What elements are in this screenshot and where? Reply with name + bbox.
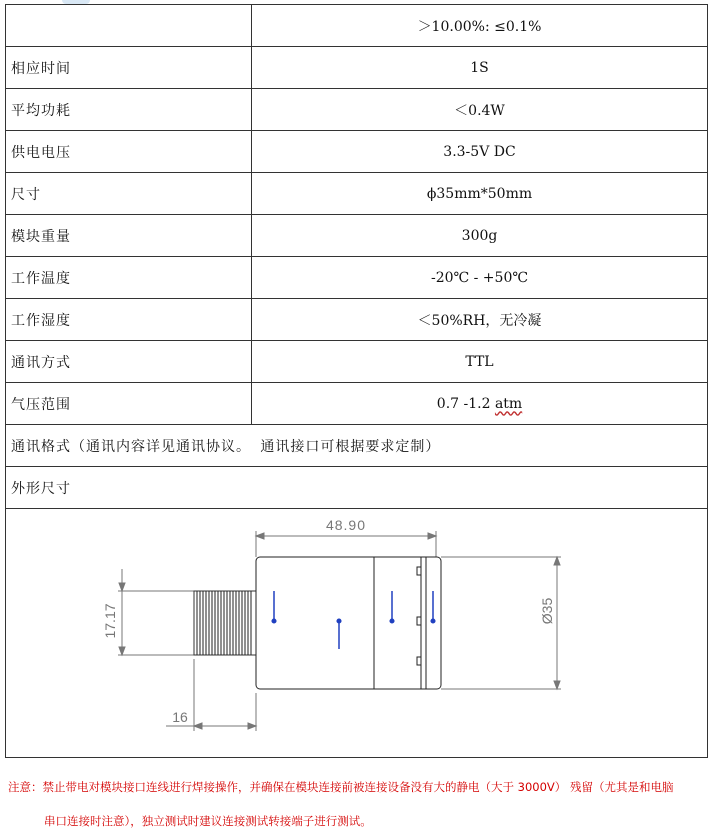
arrow-head: [119, 647, 125, 655]
row-value: ＞10.00%: ≤0.1%: [252, 5, 708, 47]
dimensions-title: 外形尺寸: [6, 467, 708, 509]
arrow-head: [119, 583, 125, 591]
row-label: 相应时间: [6, 47, 252, 89]
marker-dot: [390, 619, 394, 623]
marker-dot: [337, 619, 341, 623]
row-value: 1S: [252, 47, 708, 89]
row-value: [252, 383, 708, 425]
table-row: [6, 5, 708, 47]
height-label: 17.17: [102, 603, 118, 639]
pressure-range-value: 0.7 -1.2: [436, 395, 495, 412]
row-label: 通讯方式: [6, 341, 252, 383]
row-label: 工作温度: [6, 257, 252, 299]
arrow-head: [428, 533, 436, 539]
table-row: [6, 383, 708, 425]
row-label: 尺寸: [6, 173, 252, 215]
thread-label: 16: [172, 709, 188, 725]
arrow-head: [554, 681, 560, 689]
row-label: 平均功耗: [6, 89, 252, 131]
marker-dot: [272, 619, 276, 623]
arrow-head: [194, 723, 202, 729]
arrow-head: [554, 557, 560, 565]
cap-notch-top: [417, 567, 421, 575]
row-label: [6, 5, 252, 47]
row-value: ＜50%RH，无冷凝: [252, 299, 708, 341]
row-value: -20℃ - +50℃: [252, 257, 708, 299]
cap-notch-bottom: [417, 657, 421, 665]
row-label: 供电电压: [6, 131, 252, 173]
notice-line-1: 注意：禁止带电对模块接口连线进行焊接操作，并确保在模块连接前被连接设备没有大的静电（大于 3000V） 残留（尤其是和电脑: [8, 780, 674, 794]
spec-sheet: [5, 4, 708, 758]
table-row: [6, 47, 708, 89]
row-value: 3.3-5V DC: [252, 131, 708, 173]
notice-line-2: 串口连接时注意），独立测试时建议连接测试转接端子进行测试。: [44, 814, 372, 828]
table-row: [6, 341, 708, 383]
length-label: 48.90: [325, 517, 367, 533]
marker-dot: [431, 619, 435, 623]
drawing-cell: [6, 509, 708, 758]
table-row: [6, 425, 708, 467]
table-row: [6, 509, 708, 758]
row-value: ϕ35mm*50mm: [252, 173, 708, 215]
dimension-drawing: [6, 509, 707, 757]
table-row: [6, 257, 708, 299]
table-row: [6, 173, 708, 215]
spec-table: [5, 4, 708, 758]
comm-format-note: 通讯格式（通讯内容详见通讯协议。 通讯接口可根据要求定制）: [6, 425, 708, 467]
table-row: [6, 89, 708, 131]
row-label: 工作湿度: [6, 299, 252, 341]
row-value: 300g: [252, 215, 708, 257]
warning-notice: [8, 770, 708, 838]
arrow-head: [248, 723, 256, 729]
cap-notch-mid: [417, 617, 421, 625]
diameter-label: Ø35: [539, 597, 555, 625]
sensor-body: [256, 557, 441, 689]
table-row: [6, 299, 708, 341]
table-row: [6, 215, 708, 257]
table-row: [6, 131, 708, 173]
row-value: ＜0.4W: [252, 89, 708, 131]
row-label: 模块重量: [6, 215, 252, 257]
arrow-head: [256, 533, 264, 539]
table-row: [6, 467, 708, 509]
row-label: 气压范围: [6, 383, 252, 425]
row-value: TTL: [252, 341, 708, 383]
pressure-unit: atm: [494, 395, 523, 412]
